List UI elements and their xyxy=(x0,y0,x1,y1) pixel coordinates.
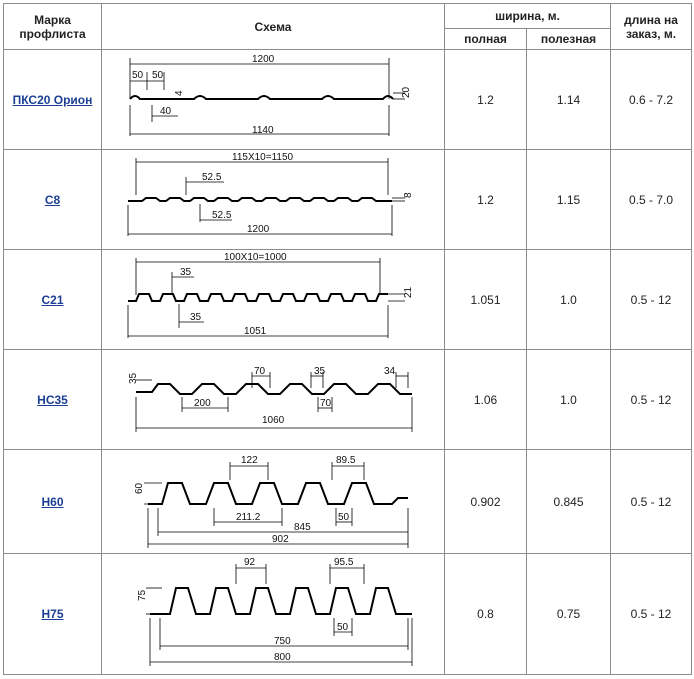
dim-top: 115Х10=1150 xyxy=(232,152,294,163)
table-row xyxy=(4,50,692,150)
dim-bottom: 1200 xyxy=(247,224,270,235)
header-brand: Марка профлиста xyxy=(4,4,102,50)
header-width: ширина, м. xyxy=(445,4,611,29)
profile-scheme-ns35 xyxy=(102,350,445,450)
length-cell: 0.5 - 12 xyxy=(611,250,692,350)
profile-scheme-n75 xyxy=(102,554,445,675)
dim-t: 4 xyxy=(174,90,185,96)
profile-link-n60[interactable]: Н60 xyxy=(41,494,64,509)
dim-bottom: 1051 xyxy=(244,326,267,337)
dim-h: 35 xyxy=(128,372,139,384)
dim-a: 50 xyxy=(132,70,144,81)
dim-b: 89.5 xyxy=(336,455,356,466)
dim-a: 70 xyxy=(254,366,266,377)
dim-bottom: 902 xyxy=(272,534,289,545)
table-row xyxy=(4,554,692,675)
profile-link-ns35[interactable]: НС35 xyxy=(37,392,68,407)
profile-scheme-s8 xyxy=(102,150,445,250)
length-cell: 0.6 - 7.2 xyxy=(611,50,692,150)
useful-width-cell: 0.845 xyxy=(527,450,611,554)
full-width-cell: 1.06 xyxy=(445,350,527,450)
dim-h: 20 xyxy=(401,86,412,98)
full-width-cell: 0.8 xyxy=(445,554,527,675)
dim-c: 40 xyxy=(160,106,172,117)
dim-e: 845 xyxy=(294,522,311,533)
dim-a: 92 xyxy=(244,557,256,568)
profile-link-pks20[interactable]: ПКС20 Орион xyxy=(12,92,93,107)
dim-c: 211.2 xyxy=(236,512,261,523)
profile-link-s21[interactable]: С21 xyxy=(41,292,64,307)
profile-link-n75[interactable]: Н75 xyxy=(41,607,64,621)
dim-h: 60 xyxy=(134,482,145,494)
full-width-cell: 1.2 xyxy=(445,150,527,250)
dim-h: 21 xyxy=(403,286,414,298)
useful-width-cell: 1.0 xyxy=(527,350,611,450)
dim-h: 8 xyxy=(403,192,414,198)
full-width-cell: 1.2 xyxy=(445,50,527,150)
dim-b: 35 xyxy=(314,366,326,377)
header-scheme: Схема xyxy=(102,4,445,50)
table-row xyxy=(4,150,692,250)
header-useful-width: полезная xyxy=(527,29,611,50)
dim-b: 52.5 xyxy=(212,210,232,221)
table-row xyxy=(4,450,692,554)
dim-bottom: 1060 xyxy=(262,415,285,426)
useful-width-cell: 1.14 xyxy=(527,50,611,150)
dim-c: 34 xyxy=(384,366,396,377)
dim-d: 200 xyxy=(194,398,211,409)
dim-c: 50 xyxy=(337,622,349,633)
profile-scheme-n60 xyxy=(102,450,445,554)
dim-top: 1200 xyxy=(252,54,275,65)
length-cell: 0.5 - 12 xyxy=(611,450,692,554)
length-cell: 0.5 - 12 xyxy=(611,554,692,675)
dim-a: 35 xyxy=(180,267,192,278)
dim-b: 50 xyxy=(152,70,164,81)
dim-h: 75 xyxy=(137,589,148,601)
useful-width-cell: 1.0 xyxy=(527,250,611,350)
header-full-width: полная xyxy=(445,29,527,50)
dim-bottom: 800 xyxy=(274,652,291,663)
dim-bottom: 1140 xyxy=(252,125,274,136)
dim-d: 50 xyxy=(338,512,350,523)
dim-a: 52.5 xyxy=(202,172,222,183)
length-cell: 0.5 - 12 xyxy=(611,350,692,450)
dim-top: 100Х10=1000 xyxy=(224,252,287,263)
dim-b: 35 xyxy=(190,312,202,323)
profile-link-s8[interactable]: С8 xyxy=(44,192,61,207)
useful-width-cell: 0.75 xyxy=(527,554,611,675)
full-width-cell: 1.051 xyxy=(445,250,527,350)
dim-a: 122 xyxy=(241,455,258,466)
dim-e: 70 xyxy=(320,398,332,409)
table-row xyxy=(4,250,692,350)
length-cell: 0.5 - 7.0 xyxy=(611,150,692,250)
profile-spec-table xyxy=(3,3,692,675)
header-length: длина на заказ, м. xyxy=(611,4,692,50)
dim-d: 750 xyxy=(274,636,291,647)
useful-width-cell: 1.15 xyxy=(527,150,611,250)
full-width-cell: 0.902 xyxy=(445,450,527,554)
table-row xyxy=(4,350,692,450)
profile-scheme-s21 xyxy=(102,250,445,350)
dim-b: 95.5 xyxy=(334,557,354,568)
profile-scheme-pks20 xyxy=(102,50,445,150)
